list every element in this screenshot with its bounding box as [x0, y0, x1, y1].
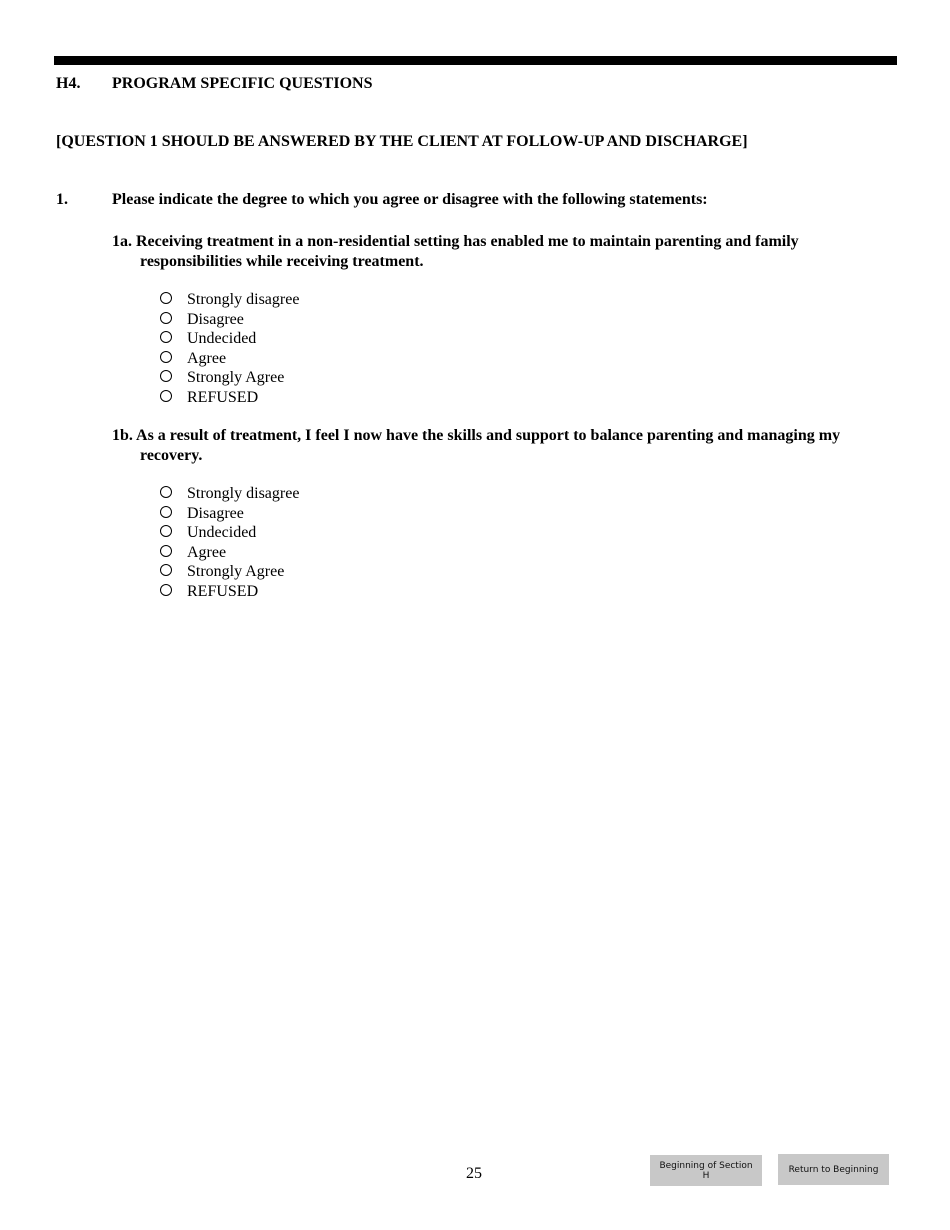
option-label: Disagree [187, 504, 244, 522]
option-item[interactable] [160, 562, 299, 582]
option-item[interactable] [160, 290, 299, 310]
option-label: Undecided [187, 330, 257, 348]
question-1b [112, 426, 902, 466]
option-label: Strongly disagree [187, 291, 300, 308]
question-1b-line2: recovery. [140, 447, 203, 464]
radio-button[interactable] [160, 506, 172, 518]
radio-button[interactable] [160, 351, 172, 363]
question-1a [112, 232, 902, 272]
option-label: Strongly Agree [187, 369, 285, 387]
option-item[interactable] [160, 368, 299, 388]
option-item[interactable] [160, 504, 299, 524]
interviewer-instruction: [QUESTION 1 SHOULD BE ANSWERED BY THE CLIENT AT FOLLOW-UP AND DISCHARGE] [56, 133, 748, 150]
page-number: 25 [466, 1165, 482, 1182]
option-item[interactable] [160, 484, 299, 504]
section-number: H4. [56, 75, 81, 92]
option-item[interactable] [160, 582, 299, 602]
option-item[interactable] [160, 388, 299, 408]
radio-button[interactable] [160, 390, 172, 402]
option-item[interactable] [160, 349, 299, 369]
option-label: Disagree [187, 310, 244, 328]
option-item[interactable] [160, 543, 299, 563]
option-label: Strongly disagree [187, 485, 300, 502]
radio-button[interactable] [160, 545, 172, 557]
section-title: PROGRAM SPECIFIC QUESTIONS [112, 75, 373, 92]
radio-button[interactable] [160, 525, 172, 537]
option-item[interactable] [160, 310, 299, 330]
beginning-of-section-button[interactable]: Beginning of Section H [650, 1155, 762, 1186]
option-item[interactable] [160, 329, 299, 349]
radio-button[interactable] [160, 312, 172, 324]
question-1 [56, 191, 708, 209]
option-label: Strongly Agree [187, 563, 285, 581]
top-rule [54, 56, 897, 65]
radio-button[interactable] [160, 370, 172, 382]
radio-button[interactable] [160, 331, 172, 343]
option-label: Agree [187, 349, 227, 367]
return-to-beginning-button[interactable]: Return to Beginning [778, 1154, 889, 1185]
option-label: Undecided [187, 524, 257, 542]
option-label: REFUSED [187, 582, 259, 600]
option-label: REFUSED [187, 388, 259, 406]
option-label: Agree [187, 543, 227, 561]
radio-button[interactable] [160, 564, 172, 576]
question-1a-line2: responsibilities while receiving treatment. [140, 253, 424, 270]
radio-button[interactable] [160, 486, 172, 498]
section-heading [56, 75, 372, 93]
option-item[interactable] [160, 523, 299, 543]
question-1a-line1: 1a. Receiving treatment in a non-residential setting has enabled me to maintain parenting and family [112, 233, 799, 250]
question-1a-options [160, 290, 299, 408]
radio-button[interactable] [160, 584, 172, 596]
question-1b-line1: 1b. As a result of treatment, I feel I now have the skills and support to balance parenting and managing my [112, 427, 841, 444]
question-1-number: 1. [56, 191, 68, 208]
question-1b-options [160, 484, 299, 602]
question-1-text: Please indicate the degree to which you agree or disagree with the following statements: [112, 191, 708, 208]
radio-button[interactable] [160, 292, 172, 304]
